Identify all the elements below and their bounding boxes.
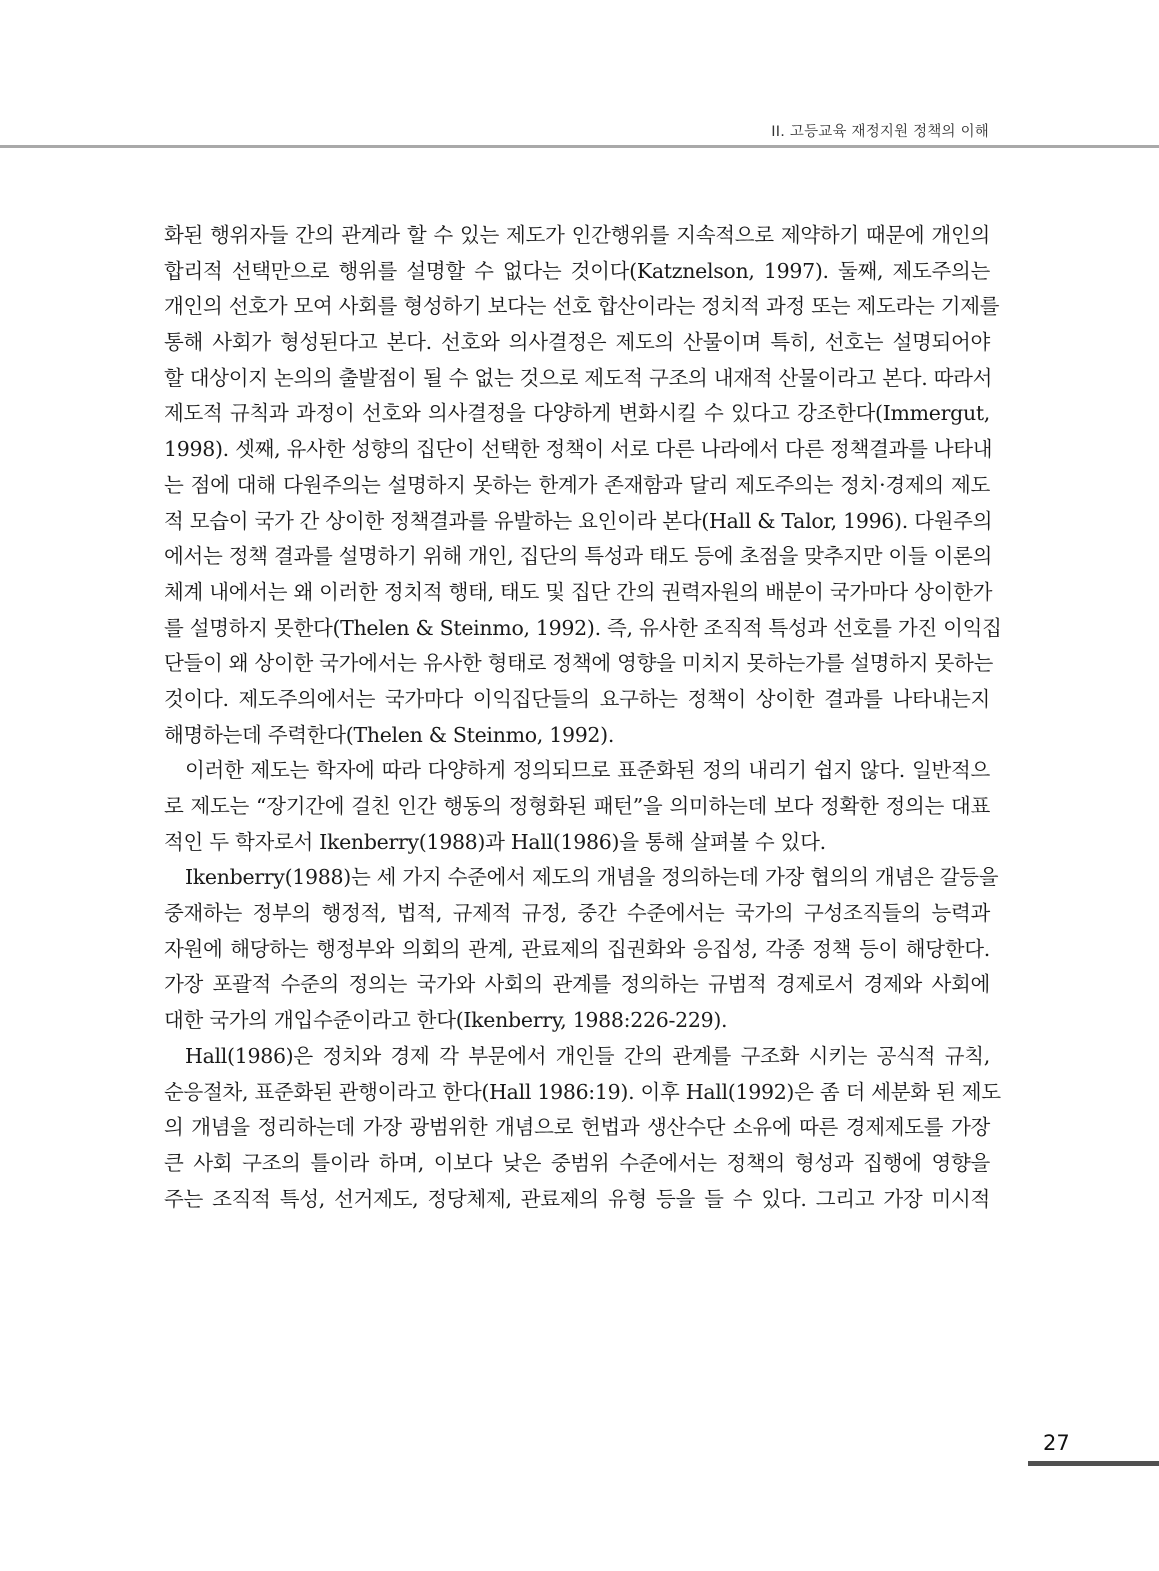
text-line: Hall(1986)은 정치와 경제 각 부문에서 개인들 간의 관계를 구조화 시키는 공식적 규칙, [185, 1043, 990, 1068]
text-line: 는 점에 대해 다원주의는 설명하지 못하는 한계가 존재함과 달리 제도주의는 정치·경제의 제도 [164, 472, 990, 497]
text-line: 제도적 규칙과 과정이 선호와 의사결정을 다양하게 변화시킬 수 있다고 강조한다(Immergut, [164, 401, 990, 426]
text-line: Ikenberry(1988)는 세 가지 수준에서 제도의 개념을 정의하는데 가장 협의의 개념은 갈등을 [185, 865, 999, 890]
text-line: 의 개념을 정리하는데 가장 광범위한 개념으로 헌법과 생산수단 소유에 따른 경제제도를 가장 [164, 1115, 990, 1140]
text-line: 해명하는데 주력한다(Thelen & Steinmo, 1992). [164, 722, 615, 747]
text-line: 로 제도는 “장기간에 걸친 인간 행동의 정형화된 패턴”을 의미하는데 보다 정확한 정의는 대표 [164, 794, 990, 818]
text-line: 이러한 제도는 학자에 따라 다양하게 정의되므로 표준화된 정의 내리기 쉽지 않다. 일반적으 [185, 758, 990, 783]
body-text [164, 218, 1002, 1217]
text-line: 대한 국가의 개입수준이라고 한다(Ikenberry, 1988:226-229). [164, 1008, 728, 1033]
text-line: 적 모습이 국가 간 상이한 정책결과를 유발하는 요인이라 본다(Hall & Talor, 1996). 다원주의 [164, 508, 993, 533]
text-line: 주는 조직적 특성, 선거제도, 정당체제, 관료제의 유형 등을 들 수 있다. 그리고 가장 미시적 [164, 1186, 990, 1211]
text-line: 가장 포괄적 수준의 정의는 국가와 사회의 관계를 정의하는 규범적 경제로서 경제와 사회에 [164, 972, 990, 997]
text-line: 큰 사회 구조의 틀이라 하며, 이보다 낮은 중범위 수준에서는 정책의 형성과 집행에 영향을 [164, 1150, 990, 1175]
text-line: 개인의 선호가 모여 사회를 형성하기 보다는 선호 합산이라는 정치적 과정 또는 제도라는 기제를 [164, 294, 1000, 319]
text-line: 합리적 선택만으로 행위를 설명할 수 없다는 것이다(Katznelson, 1997). 둘째, 제도주의는 [164, 258, 990, 283]
text-line: 화된 행위자들 간의 관계라 할 수 있는 제도가 인간행위를 지속적으로 제약하기 때문에 개인의 [164, 223, 990, 247]
text-line: 에서는 정책 결과를 설명하기 위해 개인, 집단의 특성과 태도 등에 초점을 맞추지만 이들 이론의 [164, 544, 993, 569]
page-number: 27 [1043, 1431, 1070, 1455]
text-line: 를 설명하지 못한다(Thelen & Steinmo, 1992). 즉, 유사한 조직적 특성과 선호를 가진 이익집 [164, 615, 1002, 640]
text-line: 것이다. 제도주의에서는 국가마다 이익집단들의 요구하는 정책이 상이한 결과를 나타내는지 [164, 686, 990, 711]
text-line: 중재하는 정부의 행정적, 법적, 규제적 규정, 중간 수준에서는 국가의 구성조직들의 능력과 [164, 901, 990, 926]
text-line: 할 대상이지 논의의 출발점이 될 수 없는 것으로 제도적 구조의 내재적 산물이라고 본다. 따라서 [164, 365, 993, 390]
text-line: 체계 내에서는 왜 이러한 정치적 행태, 태도 및 집단 간의 권력자원의 배분이 국가마다 상이한가 [164, 579, 993, 604]
text-line: 순응절차, 표준화된 관행이라고 한다(Hall 1986:19). 이후 Hall(1992)은 좀 더 세분화 된 제도 [164, 1079, 1001, 1104]
text-line: 단들이 왜 상이한 국가에서는 유사한 형태로 정책에 영향을 미치지 못하는가를 설명하지 못하는 [164, 651, 993, 676]
text-line: 자원에 해당하는 행정부와 의회의 관계, 관료제의 집권화와 응집성, 각종 정책 등이 해당한다. [164, 936, 990, 961]
text-line: 통해 사회가 형성된다고 본다. 선호와 의사결정은 제도의 산물이며 특히, 선호는 설명되어야 [164, 330, 990, 355]
running-header: II. 고등교육 재정지원 정책의 이해 [771, 124, 989, 140]
footer-bar [1028, 1461, 1159, 1466]
header-rule [0, 145, 1159, 148]
text-line: 적인 두 학자로서 Ikenberry(1988)과 Hall(1986)을 통해 살펴볼 수 있다. [164, 829, 826, 854]
text-line: 1998). 셋째, 유사한 성향의 집단이 선택한 정책이 서로 다른 나라에서 다른 정책결과를 나타내 [164, 437, 993, 462]
